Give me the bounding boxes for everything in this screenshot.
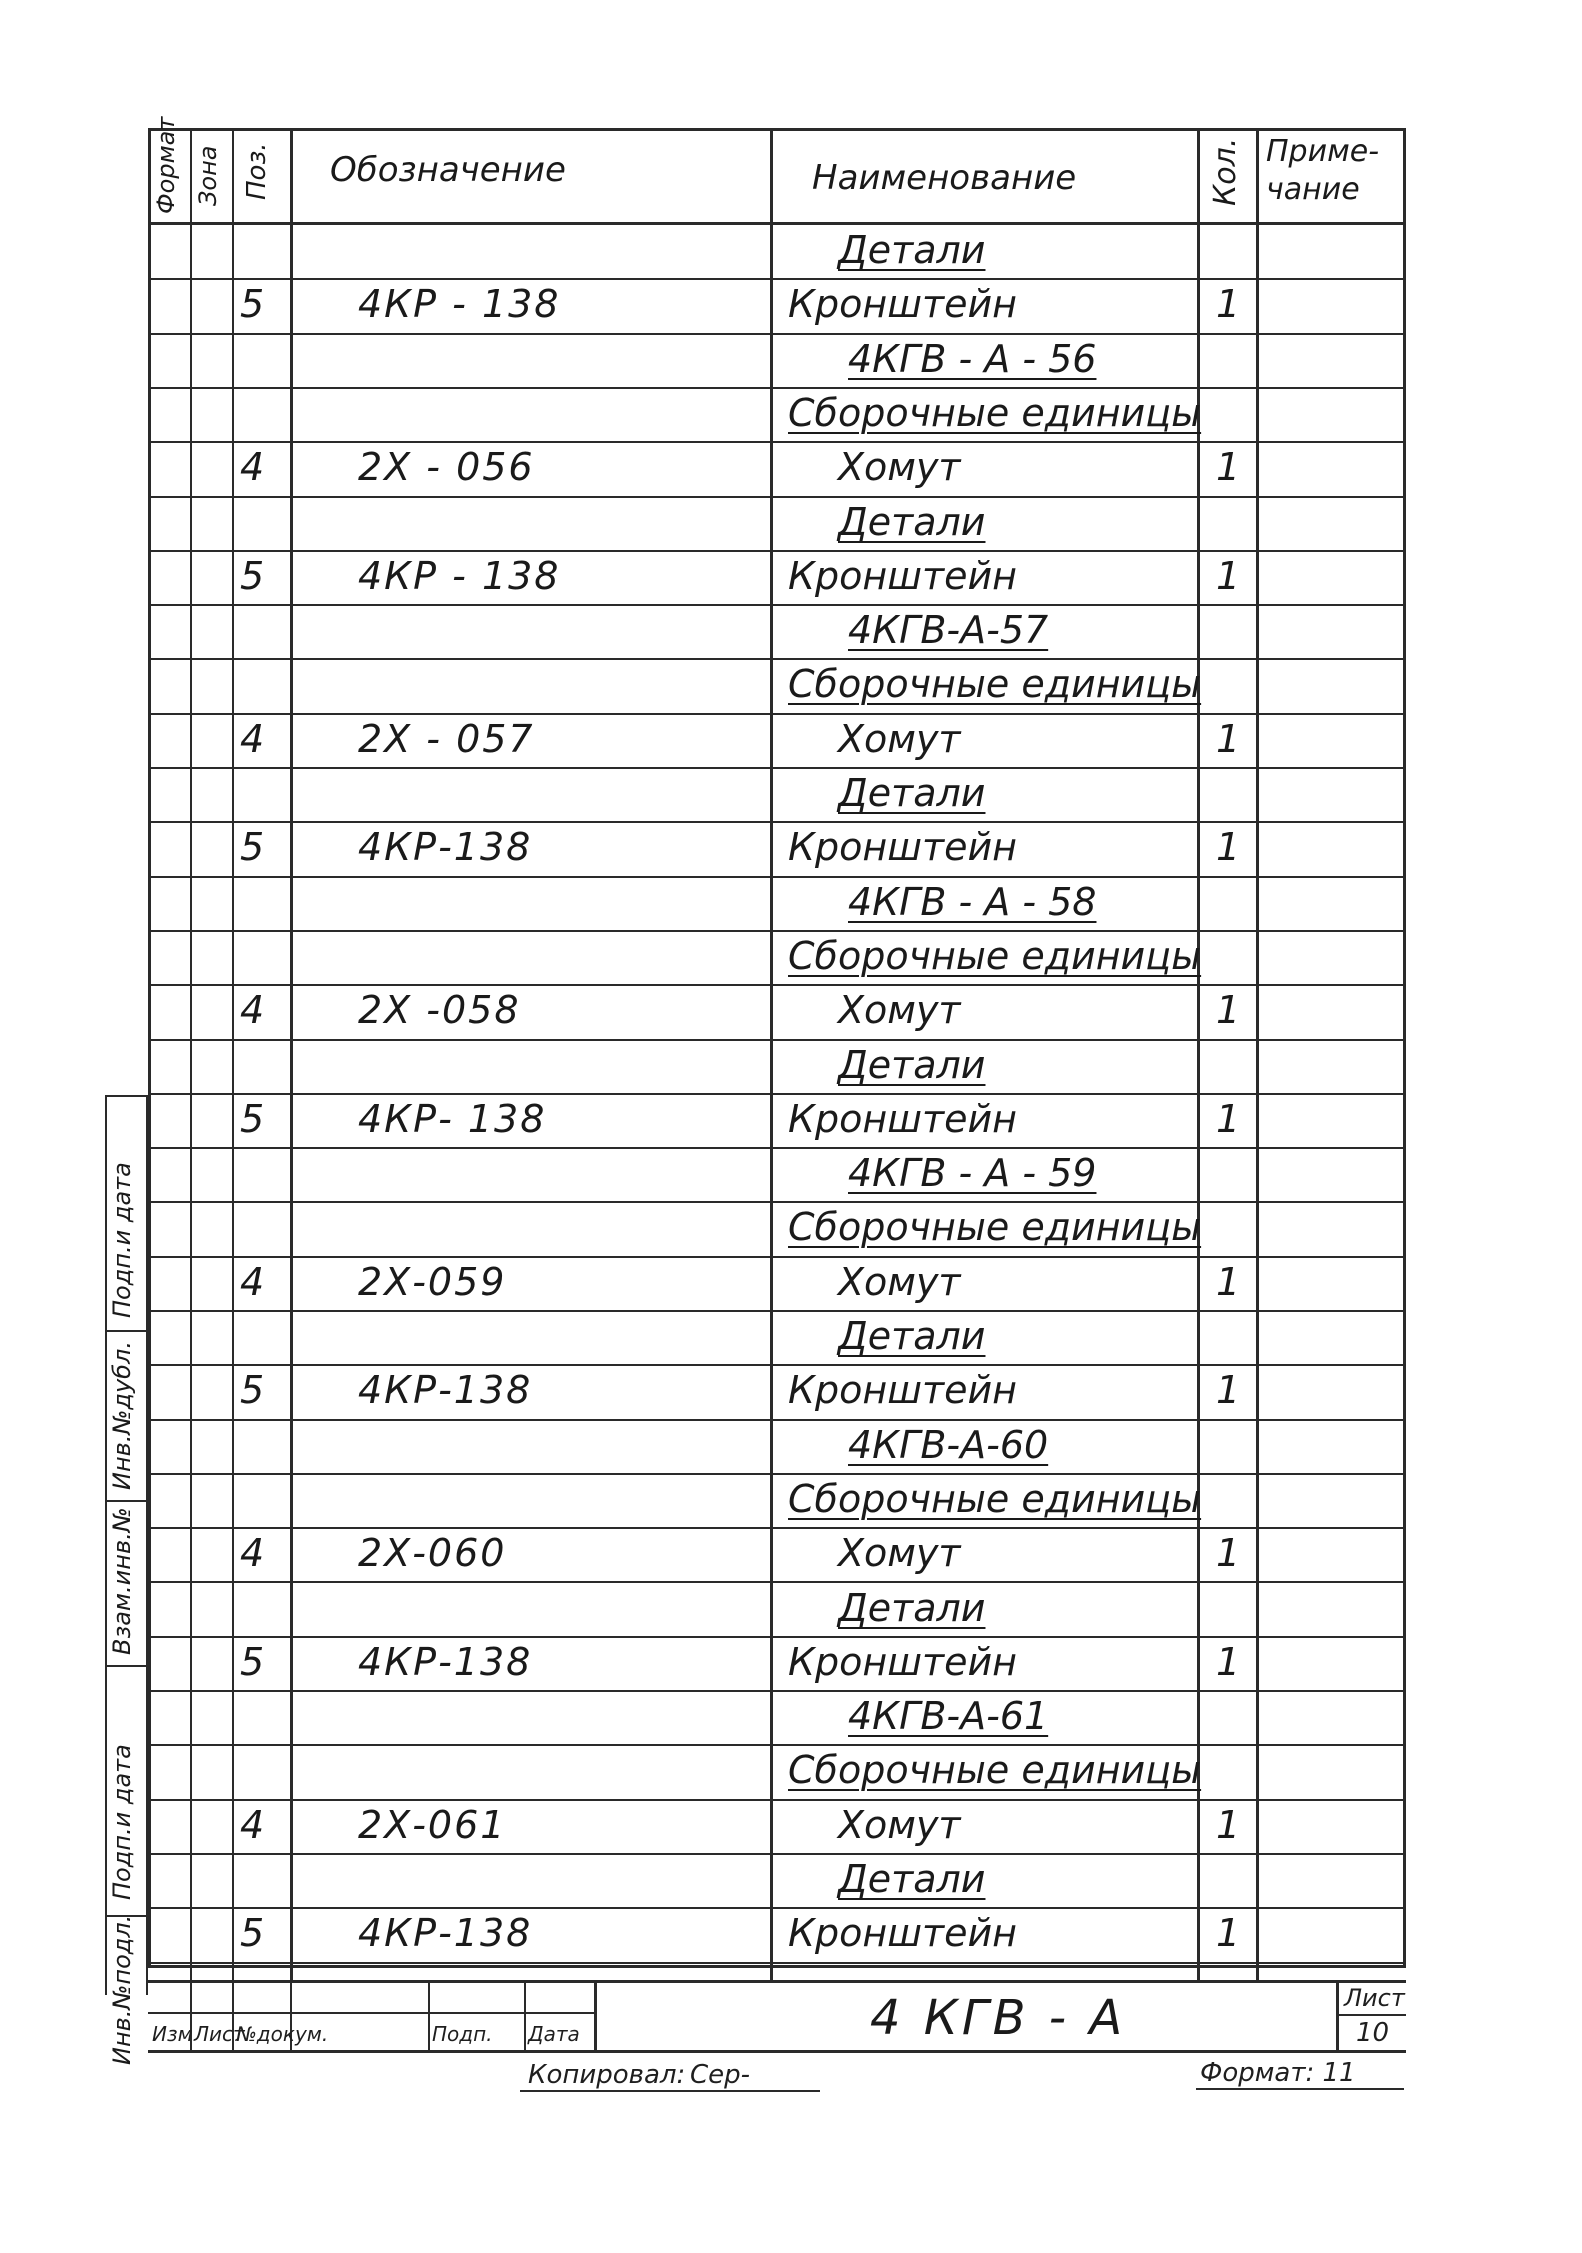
doc-code: 4 КГВ - А: [870, 1990, 1127, 2046]
row-name: 4КГВ-А-60: [848, 1423, 1049, 1467]
side-stamp-top: [105, 1095, 148, 1097]
table-row: [148, 876, 1406, 930]
table-row: [148, 767, 1406, 821]
hdr-qty: Кол.: [1208, 137, 1243, 206]
row-name: Кронштейн: [788, 554, 1018, 598]
row-name: 4КГВ - А - 58: [848, 880, 1097, 924]
sheet-number: 10: [1356, 2018, 1390, 2048]
row-designation: 2Х-059: [358, 1260, 507, 1304]
hdr-designation: Обозначение: [330, 150, 566, 190]
row-designation: 4КР-138: [358, 1368, 533, 1412]
side-sign-date-1: Подп.и дата: [108, 1744, 136, 1900]
tb-list: Лист: [194, 2022, 245, 2046]
row-name: Хомут: [838, 445, 961, 489]
hdr-format: Формат: [152, 116, 180, 214]
table-row: [148, 1093, 1406, 1147]
table-row: [148, 1527, 1406, 1581]
row-pos: 5: [240, 1640, 265, 1684]
table-row: [148, 821, 1406, 875]
row-pos: 5: [240, 1097, 265, 1141]
title-block-sheet-col: [1336, 1980, 1339, 2052]
table-row: [148, 1201, 1406, 1255]
side-inv-dup: Инв.№дубл.: [108, 1341, 136, 1490]
table-row: [148, 930, 1406, 984]
table-row: [148, 550, 1406, 604]
row-name: Сборочные единицы: [788, 1205, 1202, 1249]
title-block-top: [148, 1980, 1406, 1983]
row-qty: 1: [1216, 1097, 1241, 1141]
row-name: Детали: [838, 1043, 986, 1087]
table-row: [148, 1039, 1406, 1093]
table-row: [148, 441, 1406, 495]
side-stamp-div3: [105, 1665, 148, 1667]
side-inv-orig: Инв.№подл.: [108, 1914, 136, 2065]
table-row: [148, 1582, 1406, 1636]
tb-sign: Подп.: [432, 2022, 493, 2046]
table-row: [148, 387, 1406, 441]
row-qty: 1: [1216, 717, 1241, 761]
side-replace-inv: Взам.инв.№: [108, 1507, 136, 1655]
row-name: Кронштейн: [788, 1368, 1018, 1412]
table-row: [148, 1799, 1406, 1853]
row-pos: 5: [240, 282, 265, 326]
footer-copied-underline: [520, 2090, 820, 2092]
side-stamp-right-edge: [146, 1095, 148, 1995]
row-name: Кронштейн: [788, 1640, 1018, 1684]
row-pos: 4: [240, 717, 265, 761]
row-qty: 1: [1216, 445, 1241, 489]
tb-col-5: [524, 1980, 526, 2052]
row-name: Хомут: [838, 1260, 961, 1304]
table-row: [148, 496, 1406, 550]
row-qty: 1: [1216, 1260, 1241, 1304]
row-name: Кронштейн: [788, 825, 1018, 869]
row-qty: 1: [1216, 554, 1241, 598]
frame-top: [148, 128, 1406, 131]
title-block-doc-col: [594, 1980, 597, 2052]
table-row: [148, 1853, 1406, 1907]
row-pos: 4: [240, 445, 265, 489]
row-designation: 4КР-138: [358, 1911, 533, 1955]
row-qty: 1: [1216, 282, 1241, 326]
row-name: Хомут: [838, 1803, 961, 1847]
table-row: [148, 713, 1406, 767]
table-row: [148, 1364, 1406, 1418]
table-row: [148, 604, 1406, 658]
row-name: Детали: [838, 1314, 986, 1358]
row-name: Детали: [838, 771, 986, 815]
side-sign-date-2: Подп.и дата: [108, 1162, 136, 1318]
row-name: Кронштейн: [788, 282, 1018, 326]
title-block-mid: [148, 2012, 596, 2014]
row-designation: 4КР-138: [358, 825, 533, 869]
table-row: [148, 1419, 1406, 1473]
row-qty: 1: [1216, 825, 1241, 869]
table-row: [148, 333, 1406, 387]
tb-date: Дата: [528, 2022, 580, 2046]
frame-bottom: [148, 1965, 1406, 1968]
table-row: [148, 984, 1406, 1038]
hdr-note-2: чание: [1266, 172, 1360, 207]
row-name: Сборочные единицы: [788, 1477, 1202, 1521]
side-stamp-outer: [105, 1095, 107, 1995]
tb-izm: Изм: [152, 2022, 193, 2046]
row-name: Кронштейн: [788, 1911, 1018, 1955]
row-name: Детали: [838, 1857, 986, 1901]
table-row: [148, 658, 1406, 712]
footer-copied: Копировал:: [528, 2060, 686, 2090]
row-pos: 5: [240, 554, 265, 598]
table-row: [148, 1256, 1406, 1310]
row-name: Детали: [838, 500, 986, 544]
table-row: [148, 1744, 1406, 1798]
hdr-pos: Поз.: [242, 142, 272, 200]
row-name: Сборочные единицы: [788, 662, 1202, 706]
row-qty: 1: [1216, 1368, 1241, 1412]
hdr-zone: Зона: [194, 145, 222, 206]
row-qty: 1: [1216, 1531, 1241, 1575]
row-designation: 2Х-060: [358, 1531, 507, 1575]
side-stamp-div1: [105, 1330, 148, 1332]
row-name: Сборочные единицы: [788, 1748, 1202, 1792]
row-designation: 4КР - 138: [358, 282, 561, 326]
row-pos: 5: [240, 1368, 265, 1412]
row-name: 4КГВ - А - 59: [848, 1151, 1097, 1195]
row-designation: 2Х - 056: [358, 445, 535, 489]
row-designation: 4КР - 138: [358, 554, 561, 598]
tb-col-4: [428, 1980, 430, 2052]
row-name: 4КГВ-А-61: [848, 1694, 1049, 1738]
row-name: Детали: [838, 228, 986, 272]
footer-copied-sign: Сер-: [690, 2060, 751, 2090]
title-block-bottom: [148, 2050, 1406, 2053]
row-name: Сборочные единицы: [788, 391, 1202, 435]
table-row: [148, 1907, 1406, 1961]
row-pos: 5: [240, 1911, 265, 1955]
row-name: Кронштейн: [788, 1097, 1018, 1141]
row-pos: 4: [240, 1260, 265, 1304]
row-name: Сборочные единицы: [788, 934, 1202, 978]
row-designation: 4КР- 138: [358, 1097, 547, 1141]
row-qty: 1: [1216, 988, 1241, 1032]
sheet-label: Лист: [1344, 1984, 1405, 2012]
row-designation: 2Х -058: [358, 988, 521, 1032]
title-block-sheet-rule: [1336, 2014, 1406, 2016]
hdr-note-1: Приме-: [1266, 134, 1380, 169]
row-qty: 1: [1216, 1640, 1241, 1684]
row-name: Хомут: [838, 988, 961, 1032]
footer-format: Формат: 11: [1200, 2058, 1356, 2088]
row-pos: 5: [240, 825, 265, 869]
table-row: [148, 1690, 1406, 1744]
row-designation: 2Х-061: [358, 1803, 507, 1847]
row-pos: 4: [240, 1531, 265, 1575]
row-name: Хомут: [838, 717, 961, 761]
row-name: Детали: [838, 1586, 986, 1630]
row-name: 4КГВ - А - 56: [848, 337, 1097, 381]
row-pos: 4: [240, 988, 265, 1032]
row-designation: 2Х - 057: [358, 717, 535, 761]
row-name: 4КГВ-А-57: [848, 608, 1049, 652]
row-qty: 1: [1216, 1911, 1241, 1955]
table-row: [148, 1636, 1406, 1690]
table-row: [148, 1310, 1406, 1364]
side-stamp-div2: [105, 1500, 148, 1502]
row-pos: 4: [240, 1803, 265, 1847]
table-row: [148, 1147, 1406, 1201]
table-row: [148, 224, 1406, 278]
tb-doc: №докум.: [236, 2022, 329, 2046]
row-rule: [148, 1962, 1406, 1964]
row-qty: 1: [1216, 1803, 1241, 1847]
table-row: [148, 1473, 1406, 1527]
row-name: Хомут: [838, 1531, 961, 1575]
row-designation: 4КР-138: [358, 1640, 533, 1684]
footer-format-underline: [1196, 2088, 1404, 2090]
table-row: [148, 278, 1406, 332]
hdr-name: Наименование: [812, 158, 1077, 198]
